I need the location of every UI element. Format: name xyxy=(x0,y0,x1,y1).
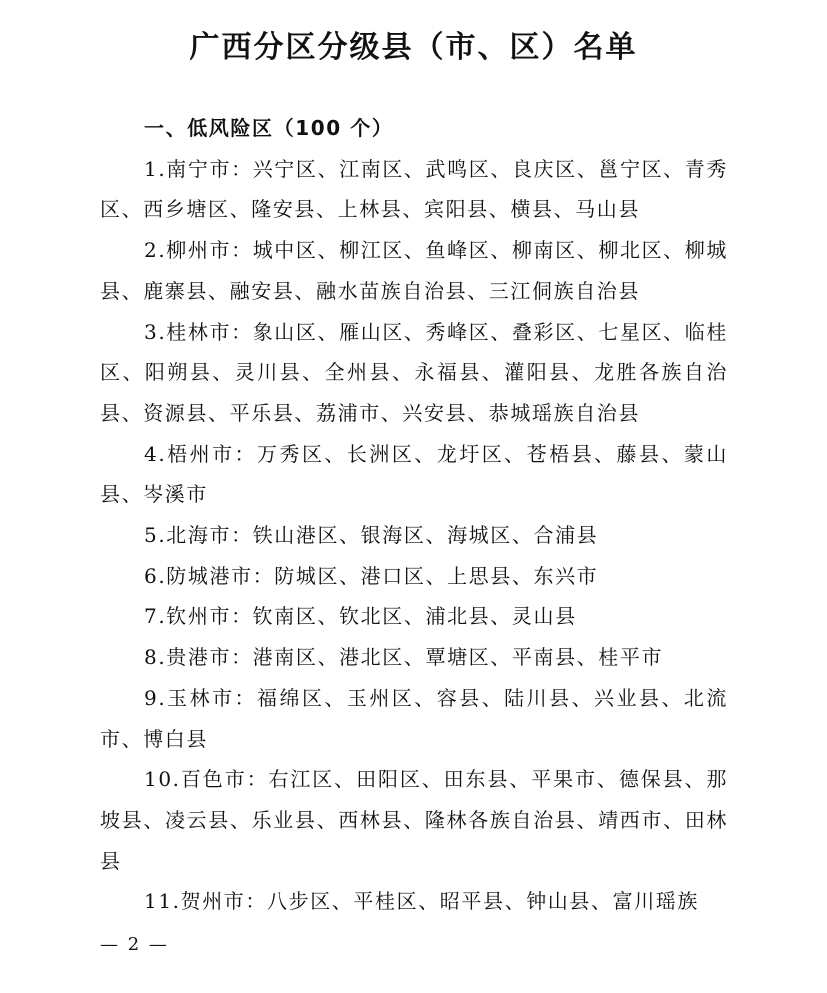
list-item-nanning: 1.南宁市：兴宁区、江南区、武鸣区、良庆区、邕宁区、青秀区、西乡塘区、隆安县、上林县、宾阳县、横县、马山县 xyxy=(100,156,728,222)
list-item-guigang: 8.贵港市：港南区、港北区、覃塘区、平南县、桂平市 xyxy=(144,645,664,670)
section-heading: 一、低风险区（100 个） xyxy=(144,116,394,140)
list-item-baise: 10.百色市：右江区、田阳区、田东县、平果市、德保县、那坡县、凌云县、乐业县、西林县、隆林各族自治县、靖西市、田林县 xyxy=(100,767,728,873)
list-item-liuzhou: 2.柳州市：城中区、柳江区、鱼峰区、柳南区、柳北区、柳城县、鹿寨县、融安县、融水苗族自治县、三江侗族自治县 xyxy=(100,238,728,303)
list-item-qinzhou: 7.钦州市：钦南区、钦北区、浦北县、灵山县 xyxy=(144,604,577,629)
list-item-guilin: 3.桂林市：象山区、雁山区、秀峰区、叠彩区、七星区、临桂区、阳朔县、灵川县、全州县、永福县、灌阳县、龙胜各族自治县、资源县、平乐县、荔浦市、兴安县、恭城瑶族自治县 xyxy=(100,319,728,425)
document-title: 广西分区分级县（市、区）名单 xyxy=(189,30,638,65)
page-number: — 2 — xyxy=(100,934,169,955)
list-item-wuzhou: 4.梧州市：万秀区、长洲区、龙圩区、苍梧县、藤县、蒙山县、岑溪市 xyxy=(100,441,728,507)
document-body xyxy=(100,108,728,922)
list-item-fangchenggang: 6.防城港市：防城区、港口区、上思县、东兴市 xyxy=(144,563,599,588)
list-item-yulin: 9.玉林市：福绵区、玉州区、容县、陆川县、兴业县、北流市、博白县 xyxy=(100,685,728,751)
list-item-beihai: 5.北海市：铁山港区、银海区、海城区、合浦县 xyxy=(144,523,599,548)
list-item-hezhou: 11.贺州市：八步区、平桂区、昭平县、钟山县、富川瑶族 xyxy=(144,889,700,914)
